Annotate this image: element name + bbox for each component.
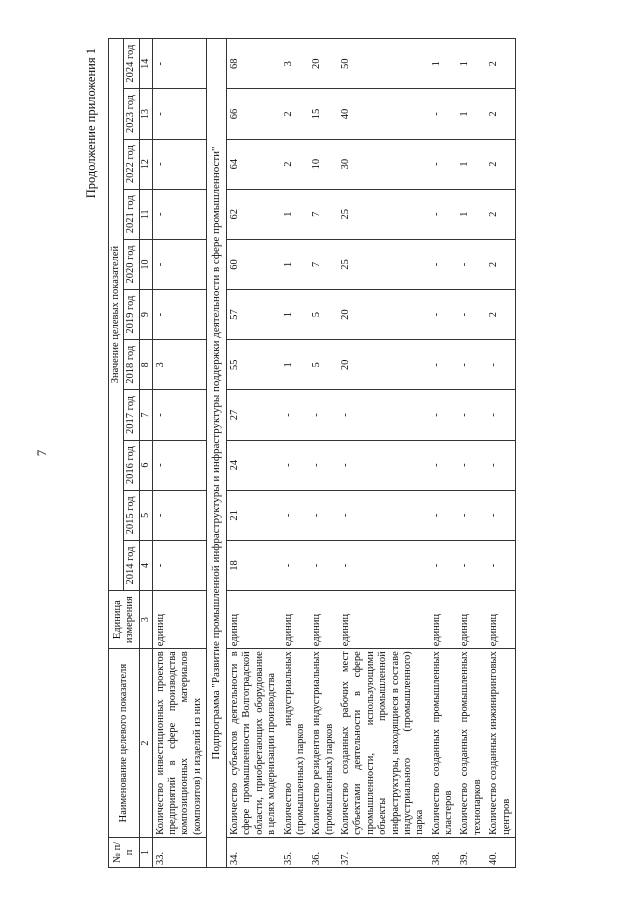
subprogram-row [207, 39, 227, 868]
value-cell: - [429, 290, 458, 340]
value-cell: 60 [227, 239, 281, 289]
value-cell: 7 [309, 189, 338, 239]
value-cell: - [152, 490, 207, 540]
unit-cell: единиц [152, 591, 207, 649]
column-index: 12 [139, 139, 152, 189]
value-cell: - [429, 239, 458, 289]
table-row [486, 39, 515, 868]
value-cell: 66 [227, 89, 281, 139]
value-cell: 10 [309, 139, 338, 189]
value-cell: - [309, 440, 338, 490]
value-cell: - [429, 89, 458, 139]
value-cell: 40 [338, 89, 429, 139]
row-number: 35. [281, 837, 310, 867]
value-cell: - [152, 440, 207, 490]
row-number: 38. [429, 837, 458, 867]
value-cell: - [457, 340, 486, 390]
value-cell: - [486, 390, 515, 440]
column-index: 10 [139, 239, 152, 289]
indicator-name: Количество созданных инжиниринговых центров [486, 649, 515, 838]
column-index: 4 [139, 540, 152, 590]
value-cell: 25 [338, 239, 429, 289]
value-cell: - [152, 39, 207, 89]
value-cell: 15 [309, 89, 338, 139]
header-year: 2018 год [124, 340, 139, 390]
value-cell: - [429, 440, 458, 490]
indicator-name: Количество индустриальных (промышленных) парков [281, 649, 310, 838]
value-cell: - [281, 490, 310, 540]
header-year: 2019 год [124, 290, 139, 340]
value-cell: 2 [281, 89, 310, 139]
value-cell: 2 [281, 139, 310, 189]
column-index: 13 [139, 89, 152, 139]
value-cell: 3 [281, 39, 310, 89]
row-number: 37. [338, 837, 429, 867]
value-cell: 5 [309, 340, 338, 390]
value-cell: - [152, 290, 207, 340]
indicator-name: Количество инвестиционных проектов предприятий в сфере производства композиционных материалов (композитов) и изделий из них [152, 649, 207, 838]
indicator-name: Количество созданных промышленных технопарков [457, 649, 486, 838]
value-cell: - [457, 540, 486, 590]
unit-cell: единиц [227, 591, 281, 649]
row-number: 34. [227, 837, 281, 867]
value-cell: - [486, 440, 515, 490]
unit-cell: единиц [486, 591, 515, 649]
page-number: 7 [34, 449, 49, 457]
column-index: 9 [139, 290, 152, 340]
value-cell: 2 [486, 89, 515, 139]
unit-cell: единиц [429, 591, 458, 649]
value-cell: 1 [457, 39, 486, 89]
value-cell: - [338, 440, 429, 490]
value-cell: 25 [338, 189, 429, 239]
column-index: 11 [139, 189, 152, 239]
value-cell: - [281, 390, 310, 440]
column-index: 8 [139, 340, 152, 390]
subprogram-title: Подпрограмма "Развитие промышленной инфраструктуры и инфраструктуры поддержки деятельности в сфере промышленности" [207, 39, 227, 868]
table-row [429, 39, 458, 868]
table-row [309, 39, 338, 868]
value-cell: 1 [281, 290, 310, 340]
value-cell: - [309, 390, 338, 440]
value-cell: - [152, 189, 207, 239]
value-cell: 55 [227, 340, 281, 390]
value-cell: 1 [281, 239, 310, 289]
value-cell: - [486, 490, 515, 540]
column-index-row [139, 39, 152, 868]
header-num: № п/п [109, 837, 140, 867]
value-cell: - [152, 540, 207, 590]
value-cell: - [338, 390, 429, 440]
value-cell: - [457, 440, 486, 490]
value-cell: 1 [457, 89, 486, 139]
value-cell: 5 [309, 290, 338, 340]
value-cell: - [486, 340, 515, 390]
indicator-name: Количество субъектов деятельности в сфере промышленности Волгоградской области, приобретающих оборудование в целях модернизации производства [227, 649, 281, 838]
value-cell: - [429, 189, 458, 239]
value-cell: 57 [227, 290, 281, 340]
value-cell: 2 [486, 290, 515, 340]
value-cell: 1 [281, 189, 310, 239]
value-cell: - [457, 290, 486, 340]
value-cell: 2 [486, 39, 515, 89]
value-cell: - [486, 540, 515, 590]
value-cell: 27 [227, 390, 281, 440]
value-cell: - [457, 390, 486, 440]
value-cell: 1 [281, 340, 310, 390]
indicator-name: Количество созданных рабочих мест субъектами деятельности в сфере промышленности, использующими объекты промышленной инфраструктуры, находящиеся в составе индустриального (промышленного) парка [338, 649, 429, 838]
header-year: 2015 год [124, 490, 139, 540]
value-cell: - [152, 239, 207, 289]
value-cell: 1 [457, 139, 486, 189]
table-row [338, 39, 429, 868]
value-cell: 20 [338, 340, 429, 390]
table-row [227, 39, 281, 868]
value-cell: 18 [227, 540, 281, 590]
value-cell: 50 [338, 39, 429, 89]
row-number: 36. [309, 837, 338, 867]
value-cell: 1 [429, 39, 458, 89]
appendix-caption: Продолжение приложения 1 [84, 48, 98, 199]
value-cell: - [152, 390, 207, 440]
header-year: 2024 год [124, 39, 139, 89]
value-cell: - [429, 340, 458, 390]
table-row [152, 39, 207, 868]
unit-cell: единиц [338, 591, 429, 649]
value-cell: 21 [227, 490, 281, 540]
value-cell: - [429, 540, 458, 590]
column-index: 14 [139, 39, 152, 89]
column-index: 5 [139, 490, 152, 540]
value-cell: - [457, 490, 486, 540]
value-cell: 7 [309, 239, 338, 289]
header-year: 2022 год [124, 139, 139, 189]
value-cell: 68 [227, 39, 281, 89]
value-cell: 1 [457, 189, 486, 239]
indicator-name: Количество созданных промышленных кластеров [429, 649, 458, 838]
header-year: 2023 год [124, 89, 139, 139]
value-cell: - [281, 440, 310, 490]
header-year: 2017 год [124, 390, 139, 440]
target-indicators-table [108, 38, 516, 868]
value-cell: - [457, 239, 486, 289]
column-index: 1 [139, 837, 152, 867]
header-unit: Единица измерения [109, 591, 140, 649]
value-cell: 2 [486, 139, 515, 189]
value-cell: 20 [338, 290, 429, 340]
row-number: 39. [457, 837, 486, 867]
value-cell: - [338, 490, 429, 540]
value-cell: - [338, 540, 429, 590]
header-year: 2014 год [124, 540, 139, 590]
value-cell: 3 [152, 340, 207, 390]
value-cell: 64 [227, 139, 281, 189]
row-number: 33. [152, 837, 207, 867]
value-cell: - [429, 490, 458, 540]
value-cell: - [152, 89, 207, 139]
value-cell: - [281, 540, 310, 590]
column-index: 2 [139, 649, 152, 838]
value-cell: - [429, 390, 458, 440]
column-index: 7 [139, 390, 152, 440]
header-name: Наименование целевого показателя [109, 649, 140, 838]
value-cell: - [152, 139, 207, 189]
header-year: 2016 год [124, 440, 139, 490]
unit-cell: единиц [281, 591, 310, 649]
value-cell: - [309, 540, 338, 590]
value-cell: 2 [486, 189, 515, 239]
table-row [457, 39, 486, 868]
row-number: 40. [486, 837, 515, 867]
header-year: 2020 год [124, 239, 139, 289]
column-index: 6 [139, 440, 152, 490]
header-values-group: Значение целевых показателей [109, 39, 124, 591]
value-cell: 2 [486, 239, 515, 289]
rotated-page-content [84, 36, 624, 872]
unit-cell: единиц [457, 591, 486, 649]
value-cell: 62 [227, 189, 281, 239]
value-cell: 30 [338, 139, 429, 189]
value-cell: - [429, 139, 458, 189]
value-cell: 20 [309, 39, 338, 89]
value-cell: 24 [227, 440, 281, 490]
value-cell: - [309, 490, 338, 540]
table-row [281, 39, 310, 868]
unit-cell: единиц [309, 591, 338, 649]
header-year: 2021 год [124, 189, 139, 239]
column-index: 3 [139, 591, 152, 649]
indicator-name: Количество резидентов индустриальных (промышленных) парков [309, 649, 338, 838]
